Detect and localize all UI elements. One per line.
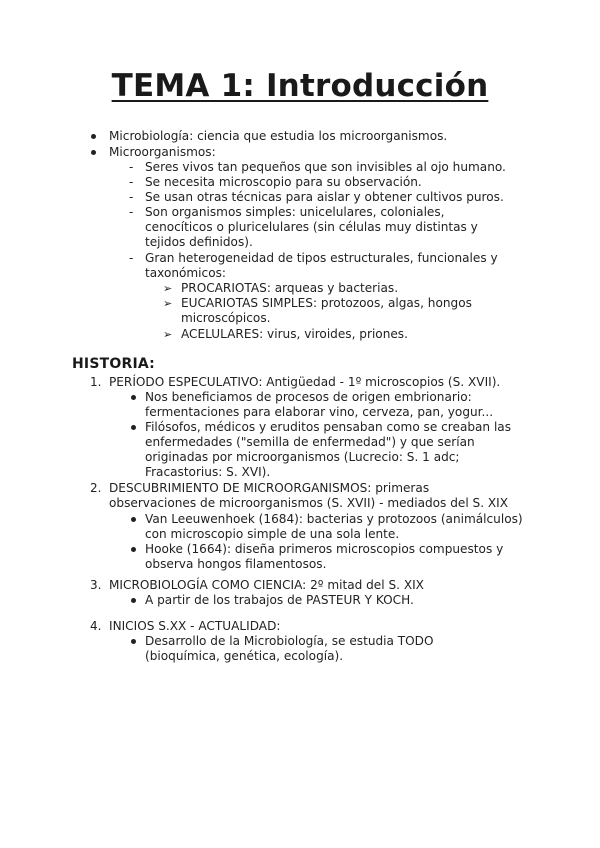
dash-item: Seres vivos tan pequeños que son invisibles al ojo humano. — [145, 160, 506, 174]
bullet-dot — [131, 517, 136, 522]
dash-item: Se necesita microscopio para su observación. — [145, 175, 422, 189]
list-number: 2. — [90, 481, 102, 495]
section-2-bullet-cont: con microscopio simple de una sola lente. — [145, 527, 400, 541]
bullet-dot — [131, 598, 136, 603]
list-number: 4. — [90, 619, 102, 633]
historia-heading: HISTORIA: — [72, 356, 155, 372]
section-3-title: MICROBIOLOGÍA COMO CIENCIA: 2º mitad del S. XIX — [109, 578, 424, 592]
arrow-item-cont: microscópicos. — [181, 311, 271, 325]
arrow-item: ACELULARES: virus, viroides, priones. — [181, 327, 408, 341]
section-1-title: PERÍODO ESPECULATIVO: Antigüedad - 1º microscopios (S. XVII). — [109, 375, 501, 389]
dash-item-cont: tejidos definidos). — [145, 235, 253, 249]
section-1-bullet-cont: fermentaciones para elaborar vino, cerveza, pan, yogur... — [145, 405, 494, 419]
intro-microorganismos: Microorganismos: — [109, 145, 216, 159]
section-2-bullet: Van Leeuwenhoek (1684): bacterias y protozoos (animálculos) — [145, 512, 523, 526]
dash-item: Son organismos simples: unicelulares, coloniales, — [145, 205, 445, 219]
arrow-item: EUCARIOTAS SIMPLES: protozoos, algas, hongos — [181, 296, 472, 310]
dash-marker: - — [129, 205, 134, 219]
bullet-dot — [91, 134, 96, 139]
bullet-dot — [131, 395, 136, 400]
section-1-bullet-cont: originadas por microorganismos (Lucrecio: S. 1 adc; — [145, 450, 460, 464]
dash-marker: - — [129, 251, 134, 265]
dash-item: Gran heterogeneidad de tipos estructurales, funcionales y — [145, 251, 498, 265]
section-4-bullet-cont: (bioquímica, genética, ecología). — [145, 649, 344, 663]
section-2-title: DESCUBRIMIENTO DE MICROORGANISMOS: primeras — [109, 481, 430, 495]
bullet-dot — [131, 547, 136, 552]
dash-item: Se usan otras técnicas para aislar y obtener cultivos puros. — [145, 190, 504, 204]
section-4-bullet: Desarrollo de la Microbiología, se estudia TODO — [145, 634, 434, 648]
bullet-dot — [131, 639, 136, 644]
section-1-bullet-cont: Fracastorius: S. XVI). — [145, 465, 271, 479]
dash-marker: - — [129, 160, 134, 174]
page-title: TEMA 1: Introducción — [111, 68, 489, 104]
bullet-dot — [91, 150, 96, 155]
section-1-bullet: Filósofos, médicos y eruditos pensaban como se creaban las — [145, 420, 512, 434]
dash-marker: - — [129, 175, 134, 189]
intro-microbiologia: Microbiología: ciencia que estudia los microorganismos. — [109, 129, 448, 143]
section-1-bullet-cont: enfermedades ("semilla de enfermedad") y que serían — [145, 435, 475, 449]
section-4-title: INICIOS S.XX - ACTUALIDAD: — [109, 619, 281, 633]
list-number: 3. — [90, 578, 102, 592]
dash-marker: - — [129, 190, 134, 204]
section-3-bullet: A partir de los trabajos de PASTEUR Y KOCH. — [145, 593, 414, 607]
section-1-bullet: Nos beneficiamos de procesos de origen embrionario: — [145, 390, 472, 404]
section-2-bullet-cont: observa hongos filamentosos. — [145, 557, 327, 571]
dash-item-cont: taxonómicos: — [145, 266, 226, 280]
arrow-icon: ➢ — [163, 297, 173, 310]
arrow-icon: ➢ — [163, 282, 173, 295]
section-2-title-cont: observaciones de microorganismos (S. XVII) - mediados del S. XIX — [109, 496, 509, 510]
arrow-item: PROCARIOTAS: arqueas y bacterias. — [181, 281, 399, 295]
arrow-icon: ➢ — [163, 328, 173, 341]
bullet-dot — [131, 425, 136, 430]
section-2-bullet: Hooke (1664): diseña primeros microscopios compuestos y — [145, 542, 504, 556]
dash-item-cont: cenocíticos o pluricelulares (sin células muy distintas y — [145, 220, 478, 234]
list-number: 1. — [90, 375, 102, 389]
